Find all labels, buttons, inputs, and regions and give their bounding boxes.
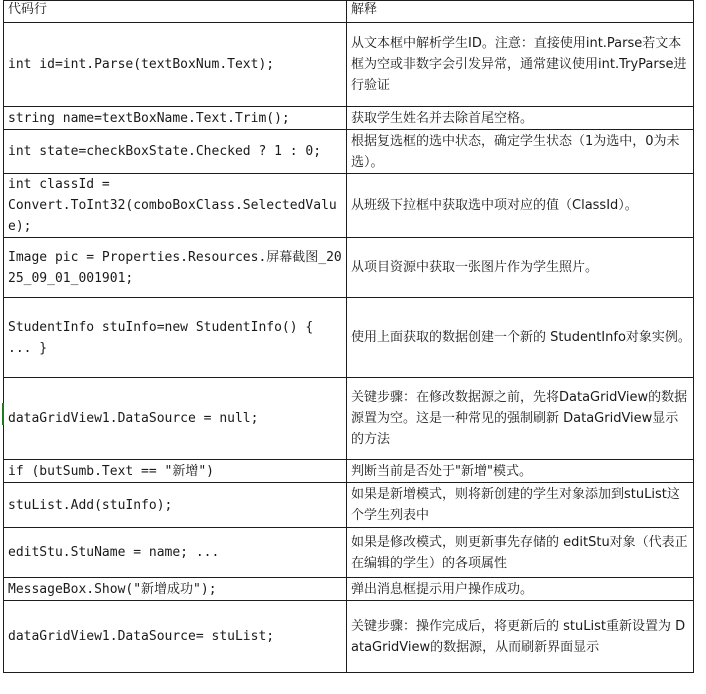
table-row — [4, 107, 694, 130]
table-row — [4, 460, 694, 483]
desc-cell[interactable]: 根据复选框的选中状态，确定学生状态（1为选中，0为未选）。 — [347, 130, 694, 174]
table-row — [4, 378, 694, 460]
table-row — [4, 130, 694, 174]
code-cell[interactable]: int state=checkBoxState.Checked ? 1 : 0; — [4, 130, 347, 174]
header-cell-desc[interactable]: 解释 — [347, 1, 694, 23]
code-cell[interactable]: string name=textBoxName.Text.Trim(); — [4, 107, 347, 130]
header-row — [4, 1, 694, 23]
desc-cell[interactable]: 关键步骤：在修改数据源之前，先将DataGridView的数据源置为空。这是一种常见的强制刷新 DataGridView显示的方法 — [347, 378, 694, 460]
code-cell[interactable]: stuList.Add(stuInfo); — [4, 483, 347, 528]
code-cell[interactable]: if (butSumb.Text == "新增") — [4, 460, 347, 483]
desc-cell[interactable]: 弹出消息框提示用户操作成功。 — [347, 578, 694, 601]
table-row — [4, 601, 694, 673]
desc-cell[interactable]: 如果是新增模式，则将新创建的学生对象添加到stuList这个学生列表中 — [347, 483, 694, 528]
table-row — [4, 578, 694, 601]
code-explanation-table — [3, 0, 694, 673]
desc-cell[interactable]: 从文本框中解析学生ID。注意：直接使用int.Parse若文本框为空或非数字会引发异常，通常建议使用int.TryParse进行验证 — [347, 23, 694, 107]
table-row — [4, 238, 694, 298]
code-cell[interactable]: int classId = Convert.ToInt32(comboBoxClass.SelectedValue); — [4, 174, 347, 238]
code-cell[interactable]: dataGridView1.DataSource= stuList; — [4, 601, 347, 673]
desc-cell[interactable]: 使用上面获取的数据创建一个新的 StudentInfo对象实例。 — [347, 298, 694, 378]
table-row — [4, 483, 694, 528]
desc-cell[interactable]: 如果是修改模式，则更新事先存储的 editStu对象（代表正在编辑的学生）的各项属性 — [347, 528, 694, 578]
code-cell[interactable]: MessageBox.Show("新增成功"); — [4, 578, 347, 601]
code-cell[interactable]: StudentInfo stuInfo=new StudentInfo() { ... } — [4, 298, 347, 378]
desc-cell[interactable]: 获取学生姓名并去除首尾空格。 — [347, 107, 694, 130]
desc-cell[interactable]: 关键步骤：操作完成后，将更新后的 stuList重新设置为 DataGridView的数据源，从而刷新界面显示 — [347, 601, 694, 673]
code-cell[interactable]: Image pic = Properties.Resources.屏幕截图_2025_09_01_001901; — [4, 238, 347, 298]
table-row — [4, 23, 694, 107]
table-row — [4, 174, 694, 238]
header-cell-code[interactable]: 代码行 — [4, 1, 347, 23]
table-row — [4, 298, 694, 378]
code-cell[interactable]: editStu.StuName = name; ... — [4, 528, 347, 578]
code-cell[interactable]: dataGridView1.DataSource = null; — [4, 378, 347, 460]
active-cell-indicator — [2, 403, 4, 425]
desc-cell[interactable]: 从项目资源中获取一张图片作为学生照片。 — [347, 238, 694, 298]
desc-cell[interactable]: 从班级下拉框中获取选中项对应的值（ClassId）。 — [347, 174, 694, 238]
table-row — [4, 528, 694, 578]
desc-cell[interactable]: 判断当前是否处于"新增"模式。 — [347, 460, 694, 483]
code-cell[interactable]: int id=int.Parse(textBoxNum.Text); — [4, 23, 347, 107]
